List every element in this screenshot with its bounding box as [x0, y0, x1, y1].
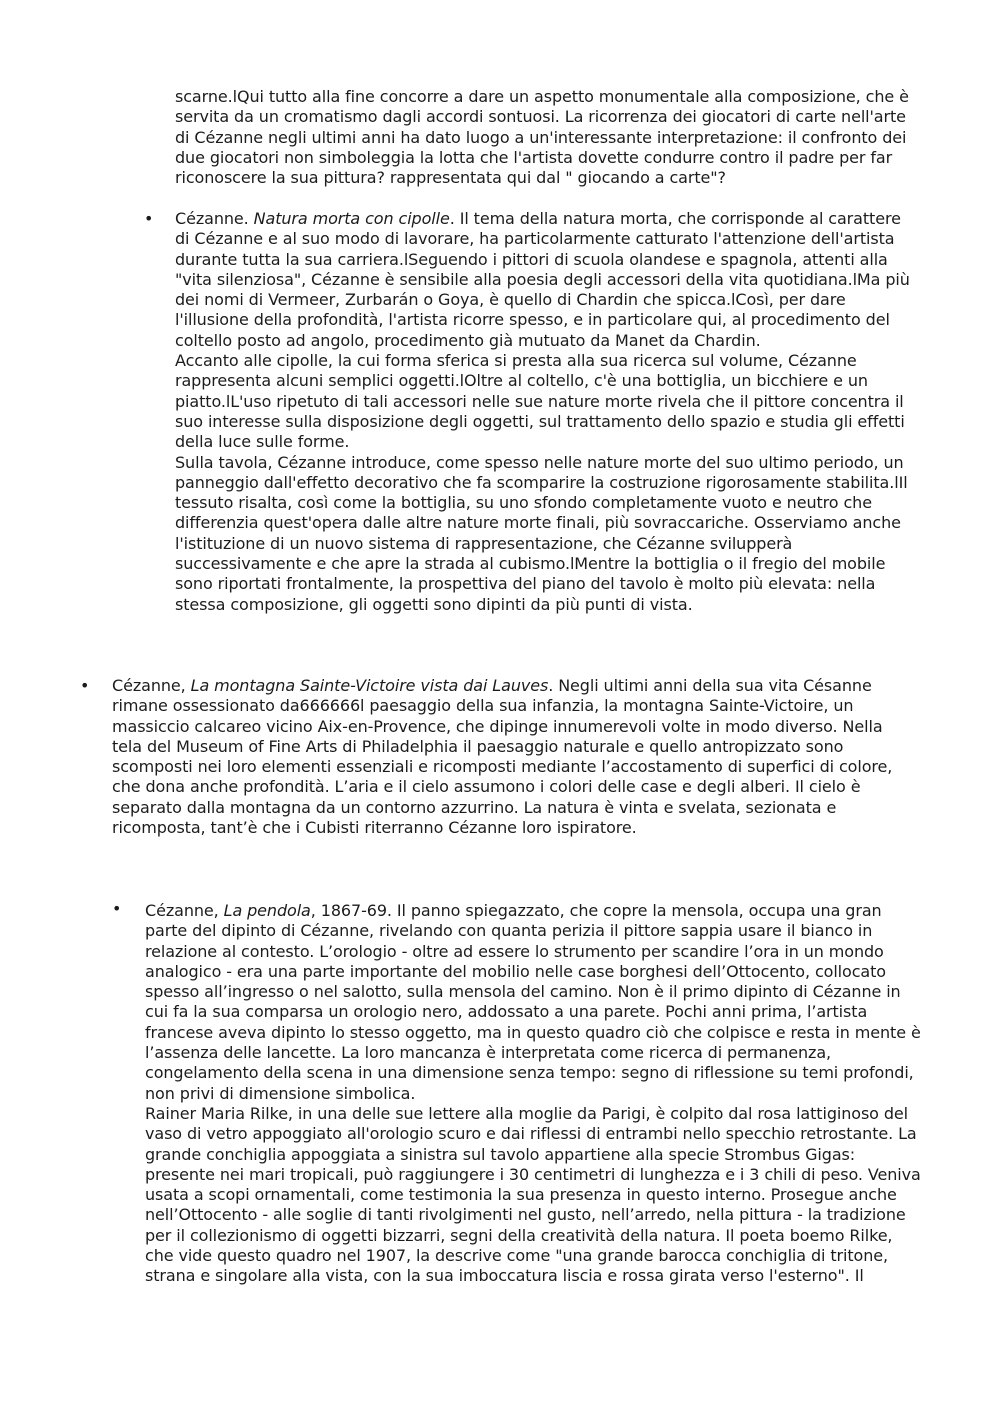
bullet-pendola: •	[112, 899, 122, 918]
pendola-author: Cézanne,	[145, 901, 224, 920]
bullet-sainte-victoire: •	[80, 676, 90, 695]
natura-morta-author: Cézanne.	[175, 209, 254, 228]
intro-paragraph	[175, 87, 925, 188]
natura-morta-text-1: . Il tema della natura morta, che corrisponde al carattere di Cézanne e al suo modo di lavorare, ha particolarmente catturato l'attenzione dell'artista durante tutta la sua carriera.lSeguendo i pittori di scuola olandese e spagnola, attenti alla "vita silenziosa", Cézanne è sensibile alla poesia degli accessori della vita quotidiana.lMa più dei nomi di Vermeer, Zurbarán o Goya, è quello di Chardin che spicca.lCosì, per dare l'illusione della profondità, l'artista ricorre spesso, e in particolare qui, al procedimento del coltello posto ad angolo, procedimento già mutuato da Manet da Chardin.	[175, 209, 910, 350]
bullet-natura-morta: •	[144, 209, 154, 228]
sainte-victoire-para	[112, 676, 917, 838]
pendola-item	[145, 901, 925, 1287]
sainte-victoire-title: La montagna Sainte-Victoire vista dai Lauves	[190, 676, 549, 695]
pendola-text-1: , 1867-69. Il panno spiegazzato, che copre la mensola, occupa una gran parte del dipinto di Cézanne, rivelando con quanta perizia il pittore sappia usare il bianco in relazione al contesto. L’orologio - oltre ad essere lo strumento per scandire l’ora in un mondo analogico - era una parte importante del mobilio nelle case borghesi dell’Ottocento, collocato spesso all’ingresso o nel salotto, sulla mensola del camino. Non è il primo dipinto di Cézanne in cui fa la sua comparsa un orologio nero, addossato a una parete. Pochi anni prima, l’artista francese aveva dipinto lo stesso oggetto, ma in questo quadro ciò che colpisce e resta in mente è l’assenza delle lancette. La loro mancanza è interpretata come ricerca di permanenza, congelamento della scena in una dimensione senza tempo: segno di riflessione su temi profondi, non privi di dimensione simbolica.	[145, 901, 921, 1103]
natura-morta-title: Natura morta con cipolle	[253, 209, 450, 228]
natura-morta-para-3: Sulla tavola, Cézanne introduce, come spesso nelle nature morte del suo ultimo periodo, un panneggio dall'effetto decorativo che fa scomparire la costruzione rigorosamente stabilita.lIl tessuto risalta, così come la bottiglia, su uno sfondo completamente vuoto e neutro che differenzia quest'opera dalle altre nature morte finali, più sovraccariche. Osserviamo anche l'istituzione di un nuovo sistema di rappresentazione, che Cézanne svilupperà successivamente e che apre la strada al cubismo.lMentre la bottiglia o il fregio del mobile sono riportati frontalmente, la prospettiva del piano del tavolo è molto più elevata: nella stessa composizione, gli oggetti sono dipinti da più punti di vista.	[175, 452, 908, 614]
pendola-para-1	[145, 901, 925, 1104]
natura-morta-para-1	[175, 209, 915, 351]
sainte-victoire-item	[112, 676, 917, 838]
natura-morta-para-2: Accanto alle cipolle, la cui forma sferica si presta alla sua ricerca sul volume, Cézanne rappresenta alcuni semplici oggetti.lOltre al coltello, c'è una bottiglia, un bicchiere e un piatto.lL'uso ripetuto di tali accessori nelle sue nature morte rivela che il pittore concentra il suo interesse sulla disposizione degli oggetti, sul trattamento dello spazio e studia gli effetti della luce sulle forme.	[175, 351, 905, 452]
intro-text: scarne.lQui tutto alla fine concorre a dare un aspetto monumentale alla composizione, che è servita da un cromatismo dagli accordi sontuosi. La ricorrenza dei giocatori di carte nell'arte di Cézanne negli ultimi anni ha dato luogo a un'interessante interpretazione: il confronto dei due giocatori non simboleggia la lotta che l'artista dovette condurre contro il padre per far riconoscere la sua pittura? rappresentata qui dal " giocando a carte"?	[175, 87, 909, 188]
natura-morta-item	[175, 209, 915, 615]
pendola-para-2: Rainer Maria Rilke, in una delle sue lettere alla moglie da Parigi, è colpito dal rosa lattiginoso del vaso di vetro appoggiato all'orologio scuro e dai riflessi di entrambi nello specchio retrostante. La grande conchiglia appoggiata a sinistra sul tavolo appartiene alla specie Strombus Gigas: presente nei mari tropicali, può raggiungere i 30 centimetri di lunghezza e i 3 chili di peso. Veniva usata a scopi ornamentali, come testimonia la sua presenza in questo interno. Prosegue anche nell’Ottocento - alle soglie di tanti rivolgimenti nel gusto, nell’arredo, nella pittura - la tradizione per il collezionismo di oggetti bizzarri, segni della creatività della natura. Il poeta boemo Rilke, che vide questo quadro nel 1907, la descrive come "una grande barocca conchiglia di tritone, strana e singolare alla vista, con la sua imboccatura liscia e rossa girata verso l'esterno". Il	[145, 1103, 921, 1286]
sainte-victoire-text: . Negli ultimi anni della sua vita Césanne rimane ossessionato da666666l paesaggio della sua infanzia, la montagna Sainte-Victoire, un massiccio calcareo vicino Aix-en-Provence, che dipinge innumerevoli volte in modo diverso. Nella tela del Museum of Fine Arts di Philadelphia il paesaggio naturale e quello antropizzato sono scomposti nei loro elementi essenziali e ricomposti mediante l’accostamento di superfici di colore, che dona anche profondità. L’aria e il cielo assumono i colori delle case e degli alberi. Il cielo è separato dalla montagna da un contorno azzurrino. La natura è vinta e svelata, sezionata e ricomposta, tant’è che i Cubisti riterranno Cézanne loro ispiratore.	[112, 676, 893, 838]
pendola-title: La pendola	[223, 901, 311, 920]
sainte-victoire-author: Cézanne,	[112, 676, 191, 695]
